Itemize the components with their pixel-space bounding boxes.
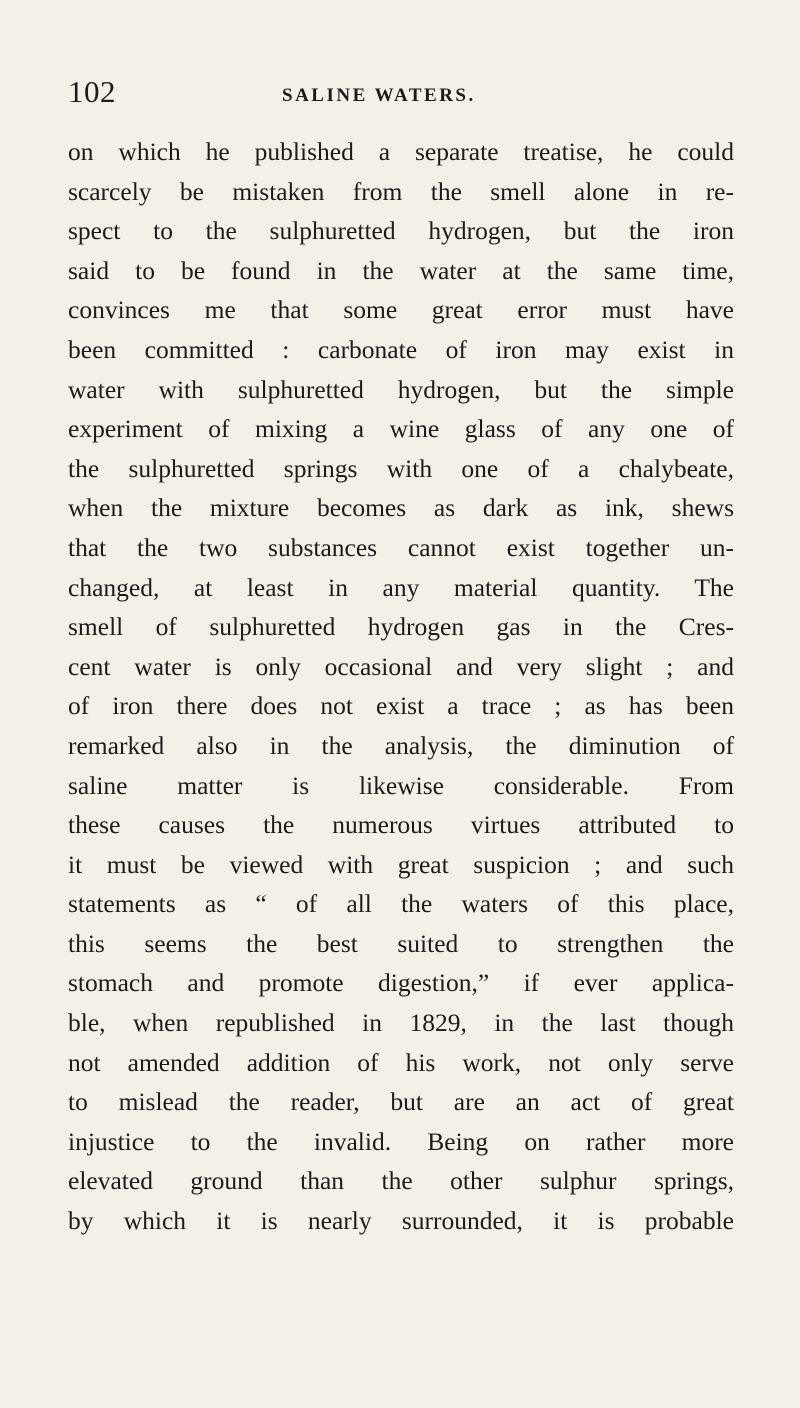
text-line: on which he published a separate treatise, he could <box>68 137 734 166</box>
text-line: elevated ground than the other sulphur springs, <box>68 1166 734 1196</box>
text-line: remarked also in the analysis, the diminution of <box>68 730 734 760</box>
text-line: ble, when republished in 1829, in the last though <box>68 1008 734 1038</box>
text-line: by which it is nearly surrounded, it is probable <box>68 1206 734 1236</box>
text-line: that the two substances cannot exist together un- <box>68 532 734 562</box>
text-line: convinces me that some great error must have <box>68 295 734 325</box>
text-line: these causes the numerous virtues attributed to <box>68 810 734 840</box>
text-line: of iron there does not exist a trace ; as has been <box>68 691 734 721</box>
text-line: to mislead the reader, but are an act of great <box>68 1087 734 1117</box>
text-line: this seems the best suited to strengthen the <box>68 928 734 958</box>
page-number: 102 <box>68 74 116 109</box>
text-line: not amended addition of his work, not only serve <box>68 1047 734 1077</box>
text-line: saline matter is likewise considerable. From <box>68 770 734 800</box>
text-line: experiment of mixing a wine glass of any one of <box>68 414 734 444</box>
text-line: been committed : carbonate of iron may exist in <box>68 334 734 364</box>
text-line: stomach and promote digestion,” if ever applica- <box>68 968 734 998</box>
text-line: statements as “ of all the waters of this place, <box>68 889 734 919</box>
body-text <box>68 132 734 1241</box>
text-line: water with sulphuretted hydrogen, but the simple <box>68 374 734 404</box>
text-line: smell of sulphuretted hydrogen gas in the Cres- <box>68 612 734 642</box>
running-title: SALINE WATERS. <box>282 85 476 106</box>
text-line: spect to the sulphuretted hydrogen, but the iron <box>68 216 734 246</box>
text-line: when the mixture becomes as dark as ink, shews <box>68 493 734 523</box>
text-line: the sulphuretted springs with one of a chalybeate, <box>68 453 734 483</box>
text-line: it must be viewed with great suspicion ; and such <box>68 849 734 879</box>
text-line: changed, at least in any material quantity. The <box>68 572 734 602</box>
running-head <box>68 72 728 112</box>
text-line: said to be found in the water at the same time, <box>68 255 734 285</box>
text-line: cent water is only occasional and very slight ; and <box>68 651 734 681</box>
text-line: scarcely be mistaken from the smell alone in re- <box>68 176 734 206</box>
text-line: injustice to the invalid. Being on rather more <box>68 1126 734 1156</box>
